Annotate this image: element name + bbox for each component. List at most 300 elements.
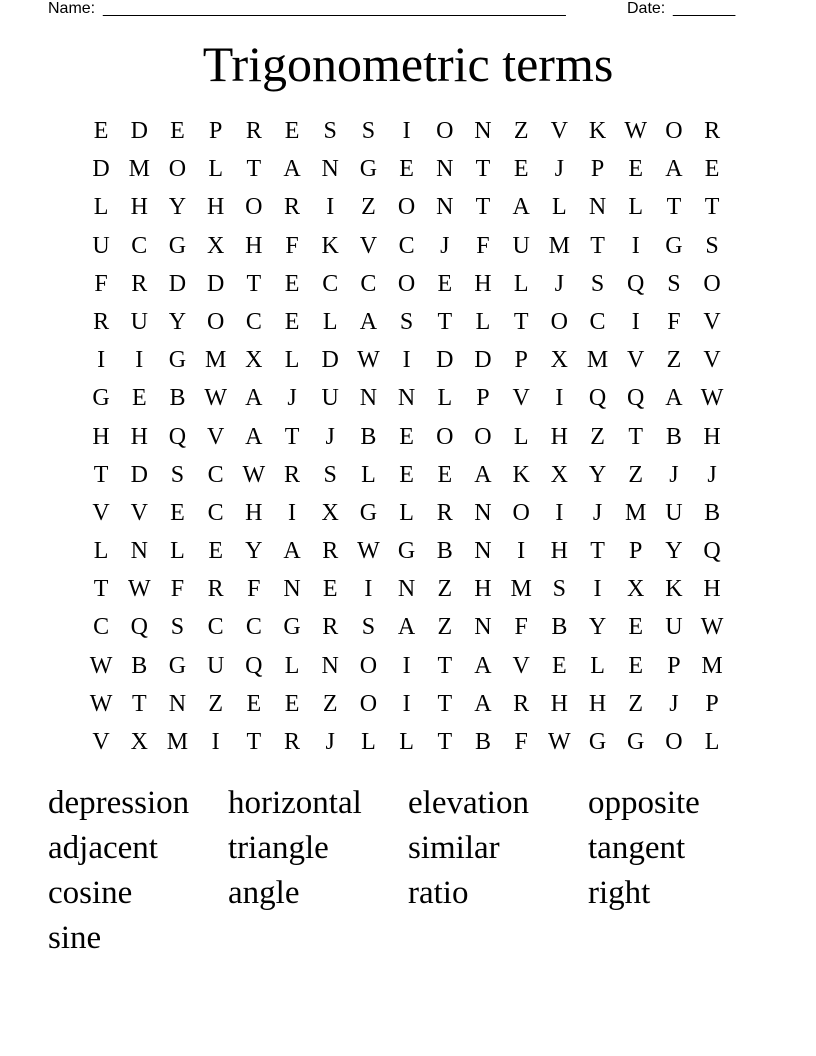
grid-letter: F (285, 232, 299, 259)
grid-letter: S (361, 118, 376, 144)
grid-letter: Q (627, 385, 645, 412)
grid-letter: M (586, 347, 609, 374)
grid-letter: L (93, 194, 109, 221)
grid-letter: M (128, 156, 150, 183)
grid-letter: O (359, 652, 378, 679)
grid-letter: E (704, 156, 720, 183)
word-list (48, 781, 768, 961)
grid-letter: L (208, 156, 223, 183)
grid-letter: J (669, 461, 679, 488)
grid-letter: G (168, 652, 187, 679)
grid-letter: T (437, 652, 453, 679)
grid-letter: D (130, 118, 148, 144)
grid-letter: X (130, 729, 148, 755)
grid-letter: W (204, 385, 227, 412)
grid-letter: K (665, 576, 683, 603)
grid-letter: F (247, 576, 261, 603)
grid-letter: Y (665, 538, 683, 565)
grid-letter: H (206, 194, 225, 221)
grid-letter: V (206, 423, 225, 450)
grid-letter: S (552, 576, 567, 603)
grid-letter: O (245, 194, 263, 221)
grid-letter: E (131, 385, 147, 412)
grid-letter: G (627, 729, 645, 755)
grid-letter: A (474, 461, 492, 488)
grid-letter: E (170, 118, 185, 144)
grid-letter: C (589, 308, 606, 335)
grid-letter: S (667, 270, 681, 297)
grid-letter: G (283, 614, 301, 641)
grid-letter: T (93, 576, 109, 603)
grid-letter: I (631, 232, 640, 259)
grid-letter: N (474, 614, 492, 641)
grid-row (82, 227, 732, 265)
grid-letter: A (359, 308, 378, 335)
grid-letter: U (665, 499, 683, 526)
grid-letter: N (474, 499, 492, 526)
grid-row (82, 532, 732, 570)
grid-letter: C (245, 308, 262, 335)
grid-letter: X (550, 347, 569, 374)
grid-row (82, 341, 732, 379)
grid-letter: S (705, 232, 719, 259)
grid-letter: X (206, 232, 225, 259)
grid-row (82, 303, 732, 341)
grid-letter: O (397, 194, 416, 221)
grid-letter: B (169, 385, 186, 412)
word-list-item: similar (408, 830, 500, 866)
name-label: Name: (48, 0, 96, 17)
grid-letter: L (170, 538, 185, 565)
grid-letter: O (206, 308, 225, 335)
grid-row (82, 150, 732, 188)
grid-letter: F (170, 576, 185, 603)
grid-letter: R (704, 118, 721, 144)
grid-letter: J (287, 385, 297, 412)
grid-letter: L (93, 538, 109, 565)
grid-letter: Q (703, 538, 721, 565)
word-search-grid (82, 112, 732, 761)
grid-letter: E (628, 156, 644, 183)
grid-row (82, 723, 732, 761)
grid-letter: W (548, 729, 571, 755)
grid-letter: Z (666, 347, 682, 374)
grid-letter: L (437, 385, 453, 412)
grid-letter: R (436, 499, 453, 526)
grid-letter: W (242, 461, 266, 488)
grid-letter: W (624, 118, 648, 144)
grid-letter: Z (437, 614, 453, 641)
grid-letter: Z (322, 690, 338, 717)
grid-letter: L (552, 194, 567, 221)
grid-letter: L (361, 729, 376, 755)
grid-letter: A (283, 156, 301, 183)
word-list-item: tangent (588, 830, 686, 866)
grid-letter: G (92, 385, 110, 412)
grid-letter: D (168, 270, 187, 297)
grid-letter: I (517, 538, 526, 565)
grid-row (82, 418, 732, 456)
grid-letter: T (437, 308, 453, 335)
grid-letter: A (665, 385, 683, 412)
date-blank-line: _______ (673, 0, 736, 17)
grid-letter: J (592, 499, 603, 526)
grid-letter: V (703, 347, 721, 374)
grid-letter: A (397, 614, 416, 641)
grid-letter: N (397, 385, 416, 412)
grid-letter: G (168, 347, 187, 374)
grid-letter: C (207, 499, 224, 526)
grid-letter: T (93, 461, 109, 488)
word-list-item: depression (48, 785, 190, 821)
grid-letter: O (703, 270, 721, 297)
grid-letter: E (208, 538, 223, 565)
grid-letter: U (512, 232, 530, 259)
grid-letter: U (92, 232, 110, 259)
grid-letter: J (554, 270, 565, 297)
grid-letter: B (474, 729, 491, 755)
grid-letter: G (359, 499, 378, 526)
grid-letter: V (627, 347, 645, 374)
grid-letter: I (555, 385, 564, 412)
grid-letter: E (284, 270, 300, 297)
grid-letter: L (628, 194, 644, 221)
grid-letter: H (245, 499, 263, 526)
grid-letter: Y (588, 461, 607, 488)
grid-letter: T (590, 232, 605, 259)
word-list-item: opposite (588, 785, 700, 821)
grid-letter: T (590, 538, 605, 565)
grid-letter: H (703, 576, 721, 603)
grid-letter: W (700, 614, 724, 641)
grid-letter: V (550, 118, 569, 144)
grid-letter: E (399, 156, 414, 183)
grid-letter: I (135, 347, 144, 374)
grid-letter: R (245, 118, 262, 144)
grid-letter: I (631, 308, 640, 335)
grid-letter: Q (168, 423, 187, 450)
grid-letter: B (551, 614, 568, 641)
grid-letter: L (513, 270, 529, 297)
grid-letter: N (359, 385, 378, 412)
grid-letter: A (245, 385, 263, 412)
grid-letter: E (284, 308, 300, 335)
grid-letter: E (284, 118, 300, 144)
grid-letter: D (321, 347, 339, 374)
grid-letter: B (360, 423, 377, 450)
grid-letter: S (323, 118, 337, 144)
grid-letter: W (357, 347, 380, 374)
grid-letter: L (590, 652, 605, 679)
grid-letter: D (474, 347, 492, 374)
grid-row (82, 188, 732, 226)
grid-letter: N (168, 690, 187, 717)
grid-letter: H (130, 194, 148, 221)
grid-letter: H (130, 423, 148, 450)
grid-letter: Z (628, 690, 644, 717)
grid-letter: V (512, 652, 530, 679)
grid-letter: O (474, 423, 492, 450)
grid-letter: L (704, 729, 720, 755)
grid-letter: Y (245, 538, 263, 565)
grid-letter: O (436, 118, 454, 144)
grid-letter: X (245, 347, 263, 374)
grid-letter: N (321, 156, 339, 183)
grid-letter: F (94, 270, 108, 297)
grid-letter: O (436, 423, 454, 450)
grid-letter: Z (208, 690, 223, 717)
grid-letter: I (555, 499, 564, 526)
grid-letter: H (550, 423, 569, 450)
grid-letter: B (704, 499, 721, 526)
grid-letter: T (475, 194, 491, 221)
grid-letter: R (207, 576, 224, 603)
grid-letter: F (476, 232, 490, 259)
grid-letter: A (245, 423, 263, 450)
grid-letter: F (514, 614, 528, 641)
grid-letter: D (206, 270, 225, 297)
grid-letter: R (93, 308, 110, 335)
grid-letter: T (246, 729, 262, 755)
name-blank-line: ____________________________________________________ (103, 0, 566, 17)
grid-row (82, 647, 732, 685)
word-list-item: angle (228, 875, 300, 911)
grid-letter: J (707, 461, 717, 488)
grid-letter: M (701, 652, 723, 679)
grid-letter: I (326, 194, 335, 221)
grid-letter: E (93, 118, 109, 144)
grid-letter: I (364, 576, 373, 603)
grid-letter: U (321, 385, 339, 412)
grid-letter: N (130, 538, 148, 565)
grid-letter: V (512, 385, 530, 412)
grid-letter: E (322, 576, 338, 603)
grid-letter: E (552, 652, 567, 679)
grid-letter: R (284, 461, 301, 488)
grid-letter: H (550, 690, 569, 717)
grid-row (82, 608, 732, 646)
grid-letter: X (321, 499, 339, 526)
grid-letter: T (437, 690, 453, 717)
grid-letter: J (325, 423, 335, 450)
grid-letter: R (322, 614, 339, 641)
grid-letter: G (168, 232, 187, 259)
date-label: Date: (627, 0, 666, 17)
grid-letter: E (628, 614, 644, 641)
grid-letter: S (170, 461, 185, 488)
grid-letter: I (593, 576, 602, 603)
grid-letter: D (130, 461, 148, 488)
grid-letter: N (283, 576, 301, 603)
grid-letter: L (399, 499, 414, 526)
grid-letter: A (665, 156, 683, 183)
grid-letter: R (131, 270, 148, 297)
grid-letter: Y (168, 308, 187, 335)
grid-letter: I (402, 690, 411, 717)
grid-letter: J (554, 156, 565, 183)
grid-letter: G (397, 538, 416, 565)
word-list-item: cosine (48, 875, 133, 911)
grid-letter: C (207, 461, 224, 488)
grid-letter: G (665, 232, 683, 259)
grid-letter: W (127, 576, 151, 603)
grid-letter: O (665, 729, 683, 755)
grid-letter: K (588, 118, 607, 144)
word-list-item: adjacent (48, 830, 158, 866)
grid-letter: Z (628, 461, 644, 488)
grid-letter: S (323, 461, 337, 488)
grid-letter: G (359, 156, 378, 183)
grid-letter: F (514, 729, 528, 755)
grid-letter: B (665, 423, 682, 450)
grid-letter: V (92, 499, 110, 526)
grid-letter: Q (588, 385, 607, 412)
grid-letter: E (284, 690, 300, 717)
grid-letter: A (474, 652, 492, 679)
grid-letter: T (246, 270, 262, 297)
grid-letter: C (245, 614, 262, 641)
grid-letter: V (92, 729, 110, 755)
grid-letter: O (665, 118, 683, 144)
grid-letter: I (402, 652, 411, 679)
grid-letter: I (288, 499, 297, 526)
grid-letter: K (321, 232, 339, 259)
grid-letter: N (474, 538, 492, 565)
word-list-item: triangle (228, 830, 329, 866)
grid-letter: P (208, 118, 223, 144)
grid-letter: A (474, 690, 492, 717)
grid-letter: D (92, 156, 110, 183)
grid-letter: N (436, 156, 454, 183)
grid-letter: W (357, 538, 380, 565)
grid-letter: D (436, 347, 454, 374)
grid-letter: L (284, 347, 300, 374)
grid-letter: K (512, 461, 530, 488)
grid-letter: P (514, 347, 528, 374)
grid-letter: T (475, 156, 491, 183)
word-list-item: sine (48, 920, 102, 956)
word-list-item: ratio (408, 875, 469, 911)
grid-letter: N (321, 652, 339, 679)
grid-row (82, 685, 732, 723)
grid-letter: N (397, 576, 416, 603)
grid-letter: C (207, 614, 224, 641)
grid-letter: I (402, 347, 411, 374)
grid-letter: B (131, 652, 148, 679)
grid-letter: B (436, 538, 453, 565)
grid-letter: V (359, 232, 378, 259)
grid-letter: C (322, 270, 339, 297)
grid-letter: H (550, 538, 569, 565)
grid-row (82, 379, 732, 417)
grid-letter: N (474, 118, 492, 144)
grid-letter: L (399, 729, 414, 755)
grid-letter: T (666, 194, 682, 221)
grid-letter: P (667, 652, 681, 679)
grid-letter: O (168, 156, 187, 183)
grid-letter: H (474, 270, 492, 297)
word-list-item: horizontal (228, 785, 362, 821)
grid-letter: N (436, 194, 454, 221)
grid-letter: T (628, 423, 644, 450)
grid-letter: U (130, 308, 148, 335)
grid-letter: M (510, 576, 532, 603)
grid-letter: W (89, 652, 113, 679)
grid-row (82, 265, 732, 303)
grid-letter: R (513, 690, 530, 717)
grid-letter: H (703, 423, 721, 450)
grid-letter: S (361, 614, 376, 641)
grid-letter: J (669, 690, 679, 717)
grid-letter: R (284, 729, 301, 755)
grid-row (82, 570, 732, 608)
grid-letter: M (548, 232, 571, 259)
grid-letter: C (93, 614, 110, 641)
grid-letter: H (245, 232, 263, 259)
grid-letter: Q (627, 270, 645, 297)
grid-letter: A (512, 194, 530, 221)
word-list-item: right (588, 875, 651, 911)
grid-row (82, 494, 732, 532)
grid-letter: M (166, 729, 189, 755)
grid-letter: I (211, 729, 220, 755)
grid-letter: C (360, 270, 377, 297)
grid-letter: S (590, 270, 605, 297)
grid-letter: Y (588, 614, 607, 641)
grid-letter: E (246, 690, 262, 717)
grid-letter: O (550, 308, 569, 335)
grid-letter: T (131, 690, 147, 717)
grid-letter: O (397, 270, 416, 297)
grid-letter: J (325, 729, 335, 755)
grid-letter: R (284, 194, 301, 221)
grid-letter: E (399, 461, 414, 488)
grid-letter: Z (361, 194, 376, 221)
grid-letter: I (402, 118, 411, 144)
grid-letter: S (399, 308, 414, 335)
grid-letter: H (474, 576, 492, 603)
grid-letter: S (170, 614, 185, 641)
grid-row (82, 456, 732, 494)
grid-letter: W (700, 385, 724, 412)
grid-letter: Z (590, 423, 605, 450)
grid-letter: C (398, 232, 415, 259)
grid-letter: Y (168, 194, 187, 221)
grid-letter: V (130, 499, 148, 526)
grid-letter: L (284, 652, 300, 679)
grid-letter: U (206, 652, 225, 679)
grid-letter: L (322, 308, 338, 335)
grid-letter: Q (245, 652, 263, 679)
grid-letter: E (628, 652, 644, 679)
grid-letter: H (588, 690, 607, 717)
grid-letter: N (588, 194, 607, 221)
grid-letter: M (204, 347, 227, 374)
grid-letter: E (437, 270, 453, 297)
grid-letter: J (440, 232, 450, 259)
grid-letter: T (437, 729, 453, 755)
grid-letter: P (476, 385, 490, 412)
grid-letter: T (246, 156, 262, 183)
grid-row (82, 112, 732, 150)
grid-letter: P (629, 538, 643, 565)
grid-letter: E (437, 461, 453, 488)
grid-letter: L (513, 423, 529, 450)
grid-letter: V (703, 308, 721, 335)
grid-letter: L (475, 308, 491, 335)
grid-letter: R (322, 538, 339, 565)
grid-letter: W (89, 690, 113, 717)
